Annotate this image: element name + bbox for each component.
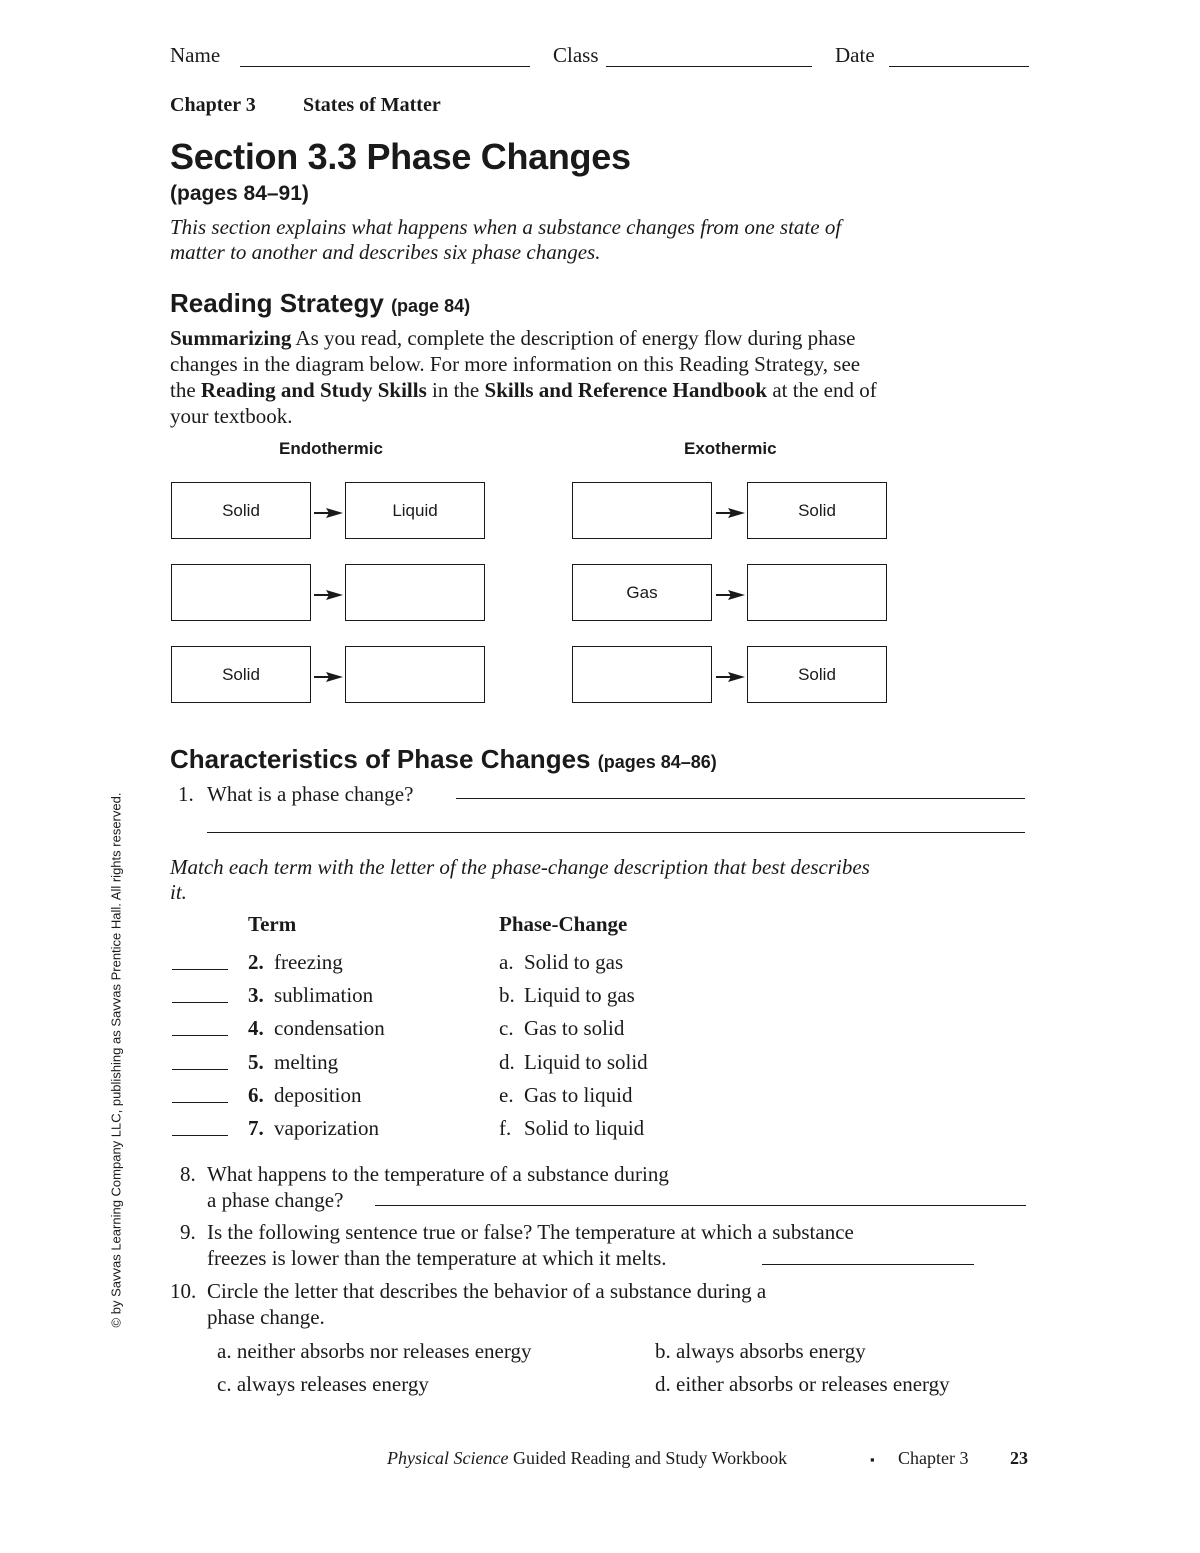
term-column-header: Term: [248, 912, 297, 936]
chapter-label: Chapter 3: [170, 94, 256, 116]
q1-answer-line-2[interactable]: [207, 832, 1025, 833]
arrow-icon: [314, 506, 344, 520]
term-text: vaporization: [274, 1116, 379, 1140]
answer-blank[interactable]: [172, 1102, 228, 1103]
q10-option-d[interactable]: d. either absorbs or releases energy: [655, 1372, 950, 1396]
q10-line2: phase change.: [207, 1305, 325, 1329]
arrow-icon: [716, 506, 746, 520]
section-pages: (pages 84–91): [170, 182, 309, 205]
term-text: melting: [274, 1050, 339, 1074]
term-number: 2.: [248, 950, 264, 974]
endo-box-r2-c1[interactable]: [171, 564, 311, 621]
term-number: 5.: [248, 1050, 264, 1074]
summarizing-label: Summarizing: [170, 326, 292, 350]
q10-line1: Circle the letter that describes the behavior of a substance during a: [207, 1279, 767, 1303]
section-intro: This section explains what happens when a substance changes from one state of matter to another and describes six phase changes.: [170, 215, 842, 264]
answer-blank[interactable]: [172, 1002, 228, 1003]
q1-number: 1.: [178, 782, 194, 806]
answer-blank[interactable]: [172, 969, 228, 970]
name-field[interactable]: [240, 66, 530, 67]
date-label: Date: [835, 43, 875, 67]
characteristics-heading: [170, 744, 717, 775]
term-number: 3.: [248, 983, 264, 1007]
exothermic-label: Exothermic: [684, 439, 777, 458]
q9-answer-line[interactable]: [762, 1264, 974, 1265]
endo-box-r3-c1: Solid: [171, 646, 311, 703]
exo-box-r3-c2: Solid: [747, 646, 887, 703]
footer-bullet: ▪: [870, 1452, 875, 1467]
footer-book-title: Physical Science Guided Reading and Study Workbook: [387, 1448, 788, 1468]
chapter-title: States of Matter: [303, 94, 441, 116]
endo-box-r1-c2: Liquid: [345, 482, 485, 539]
exo-box-r2-c2[interactable]: [747, 564, 887, 621]
phase-letter: d.: [499, 1050, 515, 1074]
phase-change-column-header: Phase-Change: [499, 912, 628, 936]
phase-letter: b.: [499, 983, 515, 1007]
exo-box-r3-c1[interactable]: [572, 646, 712, 703]
reading-strategy-paragraph: Summarizing As you read, complete the description of energy flow during phase changes in the diagram below. For more information on this Reading Strategy, see the Reading and Study Skills in the Skills and Reference Handbook at the end of your textbook.: [170, 326, 877, 428]
class-field[interactable]: [606, 66, 812, 67]
term-text: deposition: [274, 1083, 362, 1107]
section-title: Section 3.3 Phase Changes: [170, 136, 631, 177]
q8-answer-line[interactable]: [375, 1205, 1026, 1206]
term-number: 6.: [248, 1083, 264, 1107]
endo-box-r2-c2[interactable]: [345, 564, 485, 621]
q10-option-b[interactable]: b. always absorbs energy: [655, 1339, 866, 1363]
exo-box-r1-c2: Solid: [747, 482, 887, 539]
answer-blank[interactable]: [172, 1069, 228, 1070]
q10-number: 10.: [170, 1279, 197, 1303]
phase-letter: c.: [499, 1016, 514, 1040]
characteristics-pages: (pages 84–86): [597, 752, 717, 772]
class-label: Class: [553, 43, 599, 67]
match-instructions: Match each term with the letter of the phase-change description that best describes it.: [170, 855, 870, 904]
endo-box-r1-c1: Solid: [171, 482, 311, 539]
q8-number: 8.: [180, 1162, 196, 1186]
phase-description: Gas to solid: [524, 1016, 625, 1040]
term-number: 4.: [248, 1016, 264, 1040]
q8-line1: What happens to the temperature of a substance during: [207, 1162, 669, 1186]
phase-letter: f.: [499, 1116, 512, 1140]
q10-option-c[interactable]: c. always releases energy: [217, 1372, 429, 1396]
exo-box-r1-c1[interactable]: [572, 482, 712, 539]
term-number: 7.: [248, 1116, 264, 1140]
phase-letter: a.: [499, 950, 514, 974]
phase-description: Gas to liquid: [524, 1083, 633, 1107]
phase-description: Liquid to gas: [524, 983, 635, 1007]
name-label: Name: [170, 43, 221, 67]
reading-strategy-pages: (page 84): [391, 296, 471, 316]
q9-number: 9.: [180, 1220, 196, 1244]
q9-line1: Is the following sentence true or false? The temperature at which a substance: [207, 1220, 854, 1244]
answer-blank[interactable]: [172, 1135, 228, 1136]
phase-letter: e.: [499, 1083, 514, 1107]
copyright-notice: © by Savvas Learning Company LLC, publishing as Savvas Prentice Hall. All rights reserved.: [108, 792, 124, 1328]
term-text: freezing: [274, 950, 343, 974]
date-field[interactable]: [889, 66, 1029, 67]
phase-description: Solid to liquid: [524, 1116, 645, 1140]
endo-box-r3-c2[interactable]: [345, 646, 485, 703]
characteristics-title: Characteristics of Phase Changes: [170, 744, 591, 774]
endothermic-label: Endothermic: [279, 439, 383, 458]
arrow-icon: [716, 588, 746, 602]
reading-strategy-heading: [170, 288, 470, 319]
q8-line2: a phase change?: [207, 1188, 344, 1212]
phase-description: Solid to gas: [524, 950, 624, 974]
arrow-icon: [314, 670, 344, 684]
q9-line2: freezes is lower than the temperature at which it melts.: [207, 1246, 667, 1270]
arrow-icon: [314, 588, 344, 602]
q1-text: What is a phase change?: [207, 782, 414, 806]
term-text: sublimation: [274, 983, 374, 1007]
arrow-icon: [716, 670, 746, 684]
exo-box-r2-c1: Gas: [572, 564, 712, 621]
q1-answer-line-1[interactable]: [456, 798, 1025, 799]
reading-strategy-title: Reading Strategy: [170, 288, 384, 318]
answer-blank[interactable]: [172, 1035, 228, 1036]
footer-chapter: Chapter 3: [898, 1448, 969, 1468]
page-number: 23: [1010, 1448, 1028, 1468]
term-text: condensation: [274, 1016, 385, 1040]
phase-description: Liquid to solid: [524, 1050, 648, 1074]
q10-option-a[interactable]: a. neither absorbs nor releases energy: [217, 1339, 532, 1363]
